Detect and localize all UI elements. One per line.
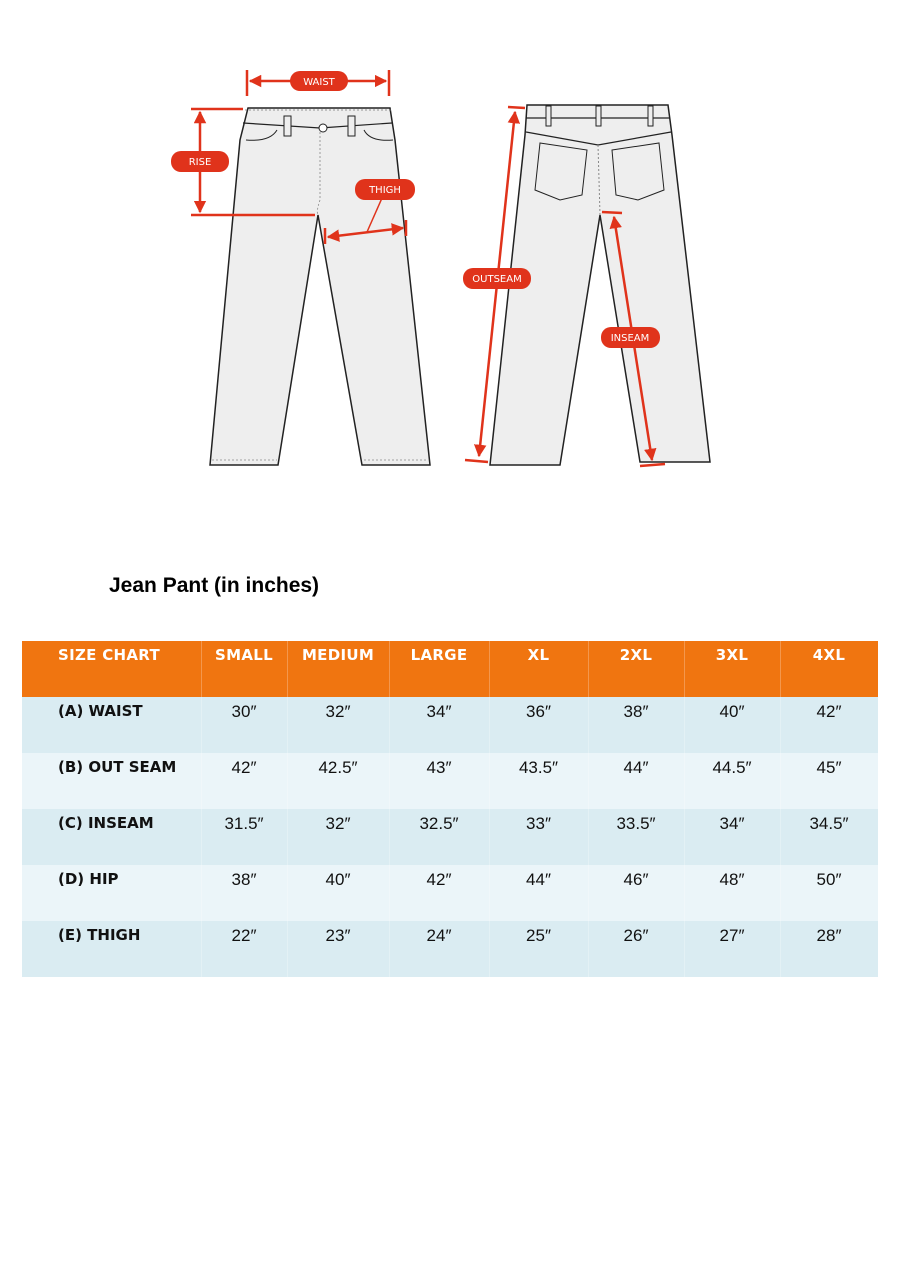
table-cell: 42″ xyxy=(389,865,489,921)
column-header: 4XL xyxy=(780,641,878,697)
table-cell: 30″ xyxy=(201,697,287,753)
table-cell: 28″ xyxy=(780,921,878,977)
table-row xyxy=(22,697,878,753)
row-label: (C) INSEAM xyxy=(22,809,201,865)
table-cell: 45″ xyxy=(780,753,878,809)
table-cell: 42″ xyxy=(780,697,878,753)
table-cell: 32″ xyxy=(287,809,389,865)
column-header: SIZE CHART xyxy=(22,641,201,697)
table-cell: 33″ xyxy=(489,809,588,865)
table-cell: 32.5″ xyxy=(389,809,489,865)
front-jeans-illustration xyxy=(210,108,430,465)
table-cell: 34.5″ xyxy=(780,809,878,865)
column-header: XL xyxy=(489,641,588,697)
table-cell: 42″ xyxy=(201,753,287,809)
table-cell: 38″ xyxy=(588,697,684,753)
column-header: 2XL xyxy=(588,641,684,697)
table-cell: 36″ xyxy=(489,697,588,753)
waist-label: WAIST xyxy=(303,77,335,88)
table-cell: 46″ xyxy=(588,865,684,921)
table-cell: 43″ xyxy=(389,753,489,809)
table-cell: 38″ xyxy=(201,865,287,921)
table-cell: 43.5″ xyxy=(489,753,588,809)
table-row xyxy=(22,921,878,977)
table-row xyxy=(22,753,878,809)
row-label: (D) HIP xyxy=(22,865,201,921)
table-cell: 34″ xyxy=(389,697,489,753)
outseam-label: OUTSEAM xyxy=(472,274,522,285)
table-cell: 40″ xyxy=(287,865,389,921)
row-label: (A) WAIST xyxy=(22,697,201,753)
column-header: MEDIUM xyxy=(287,641,389,697)
table-cell: 31.5″ xyxy=(201,809,287,865)
table-cell: 48″ xyxy=(684,865,780,921)
table-cell: 25″ xyxy=(489,921,588,977)
table-row xyxy=(22,865,878,921)
page-title: Jean Pant (in inches) xyxy=(109,574,320,597)
jeans-measurement-diagram xyxy=(160,60,740,490)
table-cell: 40″ xyxy=(684,697,780,753)
column-header: SMALL xyxy=(201,641,287,697)
row-label: (E) THIGH xyxy=(22,921,201,977)
table-cell: 44″ xyxy=(588,753,684,809)
column-header: LARGE xyxy=(389,641,489,697)
table-row xyxy=(22,809,878,865)
thigh-label: THIGH xyxy=(369,185,401,196)
table-cell: 33.5″ xyxy=(588,809,684,865)
waist-measure xyxy=(247,70,389,96)
table-cell: 44.5″ xyxy=(684,753,780,809)
table-cell: 50″ xyxy=(780,865,878,921)
table-cell: 34″ xyxy=(684,809,780,865)
table-cell: 44″ xyxy=(489,865,588,921)
table-cell: 42.5″ xyxy=(287,753,389,809)
table-header-row xyxy=(22,641,878,697)
table-cell: 22″ xyxy=(201,921,287,977)
table-cell: 23″ xyxy=(287,921,389,977)
table-cell: 27″ xyxy=(684,921,780,977)
rise-label: RISE xyxy=(188,157,212,168)
size-chart-table xyxy=(22,641,879,977)
table-cell: 26″ xyxy=(588,921,684,977)
table-cell: 32″ xyxy=(287,697,389,753)
row-label: (B) OUT SEAM xyxy=(22,753,201,809)
column-header: 3XL xyxy=(684,641,780,697)
inseam-label: INSEAM xyxy=(610,333,650,344)
table-cell: 24″ xyxy=(389,921,489,977)
